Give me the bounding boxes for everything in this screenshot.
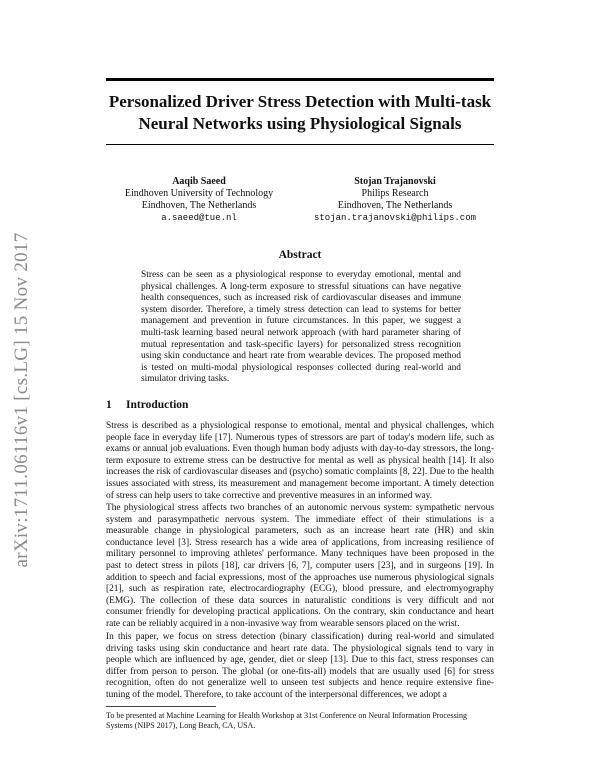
author-email: a.saeed@tue.nl [161,213,237,223]
arxiv-identifier-text: arXiv:1711.06116v1 [cs.LG] 15 Nov 2017 [11,232,32,568]
paper-title [100,91,500,135]
author-name: Aaqib Saeed [172,176,226,187]
section-title: Introduction [126,399,189,411]
paragraph-text: Stress is described as a physiological response to emotional, mental and physical challenges, which people face in everyday life [17]. Numerous types of stressors are part of today's modern life, such as exams or annual job evaluations. Even though human body adjusts with day-to-day stressors, the long-term exposure to extreme stress can be destructive for mental as well as physical health [14]. It also increases the risk of cardiovascular diseases and (psycho) somatic complaints [8, 22]. Due to the health issues associated with stress, its measurement and management become important. A timely detection of stress can help users to take corrective and preventive measures in an informed way. [106,421,494,501]
section-number: 1 [106,399,112,411]
author-name: Stojan Trajanovski [354,176,436,187]
author-affiliation: Philips Research [361,188,429,199]
title-line-1: Personalized Driver Stress Detection with Multi-task [108,92,492,111]
intro-paragraph-3 [106,632,494,702]
paragraph-text: The physiological stress affects two branches of an autonomic nervous system: sympathetic nervous system and parasympathetic nervous system. The immediate effect of their stimulations is a measurable change in physiological parameters, such as an increase heart rate (HR) and skin conductance level [3]. Stress research has a wide area of applications, from increasing resilience of military personnel to improving athletes' performance. Many techniques have been proposed in the past to detect stress in pilots [18], car drivers [6, 7], computer users [23], and in surgeons [19]. In addition to speech and facial expressions, most of the approaches use numerous physiological signals [21], such as respiration rate, electrocardiography (ECG), blood pressure, and electromyography (EMG). The collection of these data sources in naturalistic conditions is very difficult and not consumer friendly for developing practical applications. On the contrary, skin conductance and heart rate can be reliably acquired in a non-invasive way from wearable sensors placed on the wrist. [106,503,494,629]
abstract-text: Stress can be seen as a physiological response to everyday emotional, mental and physical challenges. A long-term exposure to stressful situations can have negative health consequences, such as increased risk of cardiovascular diseases and immune system disorder. Therefore, a timely stress detection can lead to systems for better management and prevention in future circumstances. In this paper, we suggest a multi-task learning based neural network approach (with hard parameter sharing of mutual representation and task-specific layers) for personalized stress recognition using skin conductance and heart rate from wearable devices. The proposed method is tested on multi-modal physiological responses collected during real-world and simulator driving tasks. [141,270,461,385]
title-bottom-rule [106,144,494,145]
intro-paragraph-1 [106,421,494,502]
intro-paragraph-2 [106,503,494,631]
paragraph-text: In this paper, we focus on stress detection (binary classification) during real-world and simulated driving tasks using skin conductance and heart rate data. The physiological signals tend to vary in people which are influenced by age, gender, diet or sleep [13]. Due to this fact, stress responses can differ from person to person. The global (or one-fits-all) models that are usually used [6] for stress recognition, often do not generalize well to unseen test subjects and hence require extensive fine-tuning of the model. Therefore, to take account of the interpersonal differences, we adopt a [106,632,494,700]
footnote-rule [106,706,216,707]
author-location: Eindhoven, The Netherlands [337,200,453,211]
section-heading [106,399,188,411]
abstract-heading: Abstract [278,249,322,261]
author-location: Eindhoven, The Netherlands [141,200,257,211]
author-email: stojan.trajanovski@philips.com [313,213,477,223]
author-block-1 [114,176,284,224]
footnote: To be presented at Machine Learning for Health Workshop at 31st Conference on Neural Information Processing Systems (NIPS 2017), Long Beach, CA, USA. [106,711,467,730]
title-top-rule [106,78,494,81]
author-affiliation: Eindhoven University of Technology [124,188,274,199]
author-block-2 [300,176,490,224]
title-line-2: Neural Networks using Physiological Signals [138,114,462,133]
